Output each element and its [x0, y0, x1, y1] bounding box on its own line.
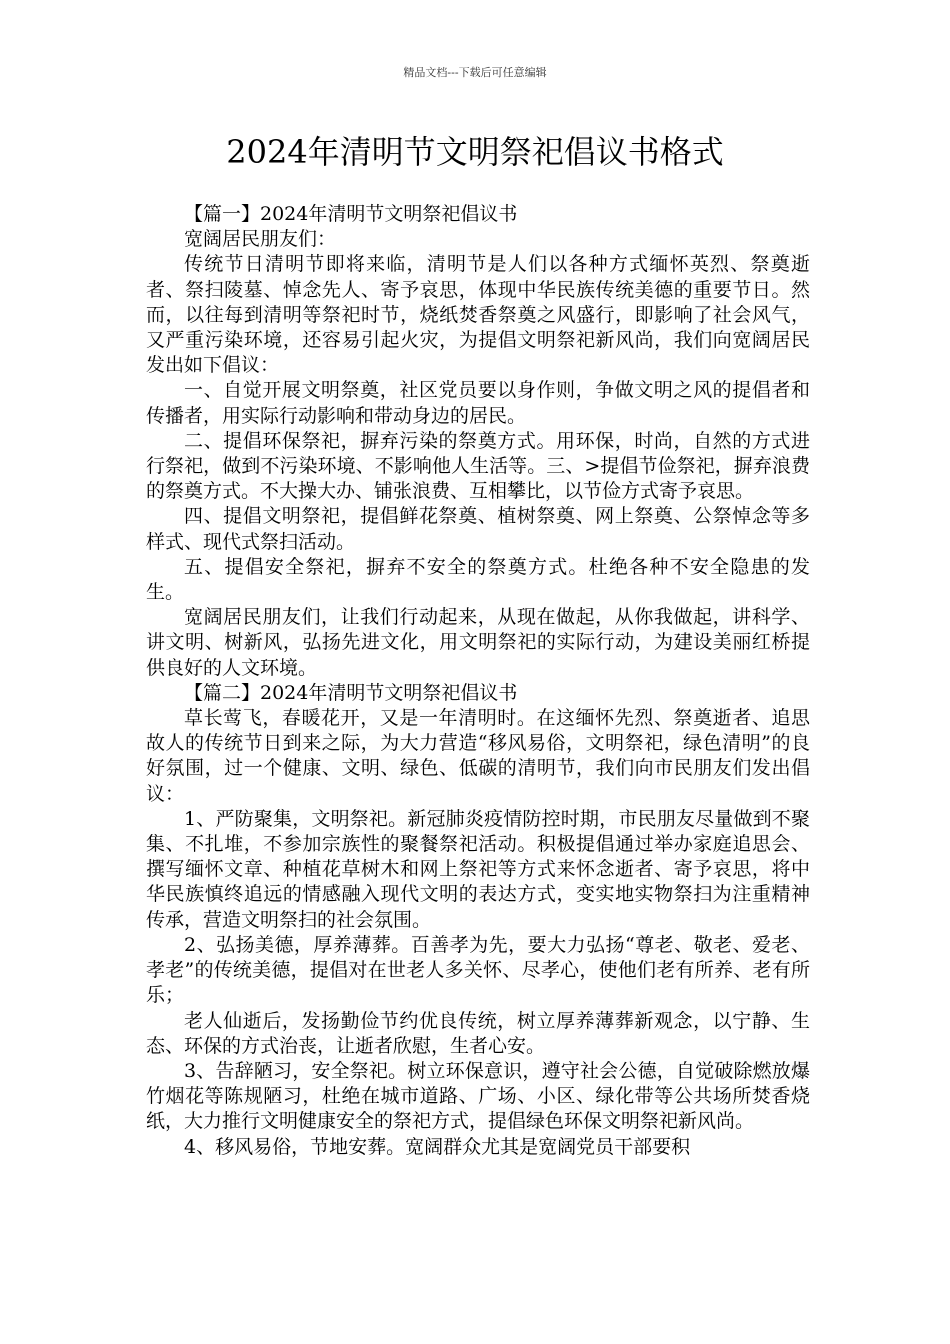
- paragraph-item-5: 五、提倡安全祭祀，摒弃不安全的祭奠方式。杜绝各种不安全隐患的发生。: [146, 555, 810, 604]
- paragraph-closing: 宽阔居民朋友们，让我们行动起来，从现在做起，从你我做起，讲科学、讲文明、树新风，弘扬先进文化，用文明祭祀的实际行动，为建设美丽红桥提供良好的人文环境。: [146, 606, 810, 679]
- header-note: 精品文档---下载后可任意编辑: [403, 66, 547, 79]
- salutation: 宽阔居民朋友们：: [184, 228, 337, 251]
- document-title: 2024年清明节文明祭祀倡议书格式: [226, 133, 724, 171]
- section-heading-2: 【篇二】2024年清明节文明祭祀倡议书: [184, 681, 518, 704]
- paragraph-point-1: 1、严防聚集，文明祭祀。新冠肺炎疫情防控时期，市民朋友尽量做到不聚集、不扎堆，不参加宗族性的聚餐祭祀活动。积极提倡通过举办家庭追思会、撰写缅怀文章、种植花草树木和网上祭祀等方式来怀念逝者、寄予哀思，将中华民族慎终追远的情感融入现代文明的表达方式，变实地实物祭扫为注重精神传承，营造文明祭扫的社会氛围。: [146, 807, 810, 931]
- section-heading-1: 【篇一】2024年清明节文明祭祀倡议书: [184, 203, 518, 225]
- paragraph-item-1: 一、自觉开展文明祭奠，社区党员要以身作则，争做文明之风的提倡者和传播者，用实际行动影响和带动身边的居民。: [146, 379, 810, 427]
- paragraph-item-2-3: 二、提倡环保祭祀，摒弃污染的祭奠方式。用环保，时尚，自然的方式进行祭祀，做到不污染环境、不影响他人生活等。三、>提倡节俭祭祀，摒弃浪费的祭奠方式。不大操大办、铺张浪费、互相攀比，以节俭方式寄予哀思。: [146, 429, 810, 503]
- document-body: [146, 202, 810, 1160]
- paragraph-item-4: 四、提倡文明祭祀，提倡鲜花祭奠、植树祭奠、网上祭奠、公祭悼念等多样式、现代式祭扫活动。: [146, 505, 810, 553]
- paragraph-intro: 传统节日清明节即将来临，清明节是人们以各种方式缅怀英烈、祭奠逝者、祭扫陵墓、悼念先人、寄予哀思，体现中华民族传统美德的重要节日。然而，以往每到清明等祭祀时节，烧纸焚香祭奠之风盛行，即影响了社会风气，又严重污染环境，还容易引起火灾，为提倡文明祭祀新风尚，我们向宽阔居民发出如下倡议：: [146, 253, 810, 377]
- paragraph-point-3: 3、告辞陋习，安全祭祀。树立环保意识，遵守社会公德，自觉破除燃放爆竹烟花等陈规陋习，杜绝在城市道路、广场、小区、绿化带等公共场所焚香烧纸，大力推行文明健康安全的祭祀方式，提倡绿色环保文明祭祀新风尚。: [146, 1059, 810, 1133]
- paragraph-intro-2: 草长莺飞，春暖花开，又是一年清明时。在这缅怀先烈、祭奠逝者、追思故人的传统节日到来之际，为大力营造“移风易俗，文明祭祀，绿色清明”的良好氛围，过一个健康、文明、绿色、低碳的清明节，我们向市民朋友们发出倡议：: [146, 707, 810, 805]
- paragraph-point-2-cont: 老人仙逝后，发扬勤俭节约优良传统，树立厚养薄葬新观念，以宁静、生态、环保的方式治丧，让逝者欣慰，生者心安。: [146, 1009, 810, 1057]
- paragraph-point-2: 2、弘扬美德，厚养薄葬。百善孝为先，要大力弘扬“尊老、敬老、爱老、孝老”的传统美德，提倡对在世老人多关怀、尽孝心，使他们老有所养、老有所乐；: [146, 933, 810, 1007]
- paragraph-point-4: 4、移风易俗，节地安葬。宽阔群众尤其是宽阔党员干部要积: [184, 1135, 691, 1158]
